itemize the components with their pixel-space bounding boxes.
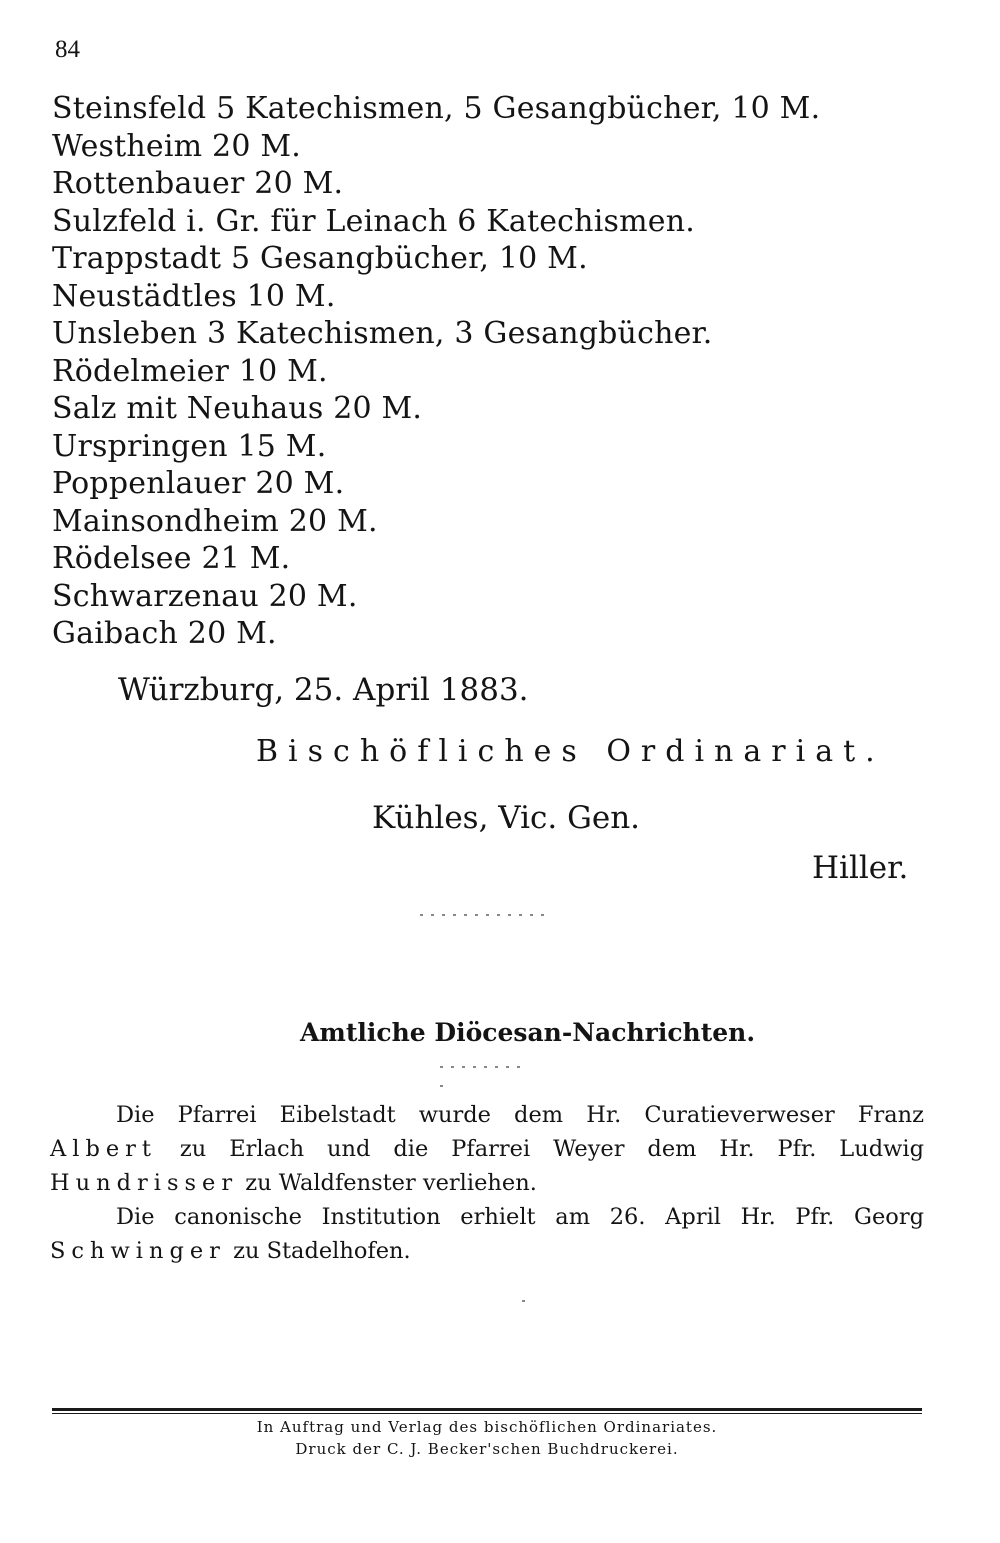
donation-entry: Schwarzenau 20 M. xyxy=(52,578,358,614)
donation-entry: Rödelmeier 10 M. xyxy=(52,353,328,389)
donation-entry: Mainsondheim 20 M. xyxy=(52,503,378,539)
donation-list xyxy=(52,90,820,653)
donation-entry: Rödelsee 21 M. xyxy=(52,541,291,576)
donation-entry: Urspringen 15 M. xyxy=(52,428,327,464)
news-text: zu Waldfenster verliehen. xyxy=(238,1170,537,1196)
news-text: Die canonische Institution erhielt am 26. April Hr. Pfr. Georg xyxy=(116,1204,924,1230)
news-paragraph xyxy=(50,1200,924,1268)
donation-entry: Neustädtles 10 M. xyxy=(52,278,336,314)
donation-entry: Rottenbauer 20 M. xyxy=(52,166,344,201)
page-number: 84 xyxy=(55,36,80,63)
signature-hiller: Hiller. xyxy=(812,850,909,886)
place-date-line: Würzburg, 25. April 1883. xyxy=(118,672,529,708)
news-text: zu Erlach und die Pfarrei Weyer dem Hr. Pfr. Ludwig xyxy=(156,1136,924,1162)
person-name: Schwinger xyxy=(50,1238,226,1264)
donation-entry: Steinsfeld 5 Katechismen, 5 Gesangbücher, 10 M. xyxy=(52,91,821,126)
issuing-office: Bischöfliches Ordinariat. xyxy=(256,734,885,769)
donation-entry: Salz mit Neuhaus 20 M. xyxy=(52,391,423,426)
signature-kuehles: Kühles, Vic. Gen. xyxy=(372,800,641,836)
news-heading: Amtliche Diöcesan-Nachrichten. xyxy=(300,1018,756,1047)
news-text: Die Pfarrei Eibelstadt wurde dem Hr. Curatieverweser Franz xyxy=(116,1102,924,1128)
donation-entry: Gaibach 20 M. xyxy=(52,616,277,651)
donation-entry: Unsleben 3 Katechismen, 3 Gesangbücher. xyxy=(52,316,713,351)
section-separator xyxy=(420,914,560,920)
imprint-printer: Druck der C. J. Becker'schen Buchdruckerei. xyxy=(295,1440,679,1458)
news-paragraph xyxy=(50,1098,924,1200)
donation-entry: Sulzfeld i. Gr. für Leinach 6 Katechismen. xyxy=(52,203,695,239)
footer-rule-thin xyxy=(52,1413,922,1414)
donation-entry: Poppenlauer 20 M. xyxy=(52,466,345,501)
imprint-publisher: In Auftrag und Verlag des bischöflichen Ordinariates. xyxy=(256,1418,718,1436)
end-mark xyxy=(522,1300,534,1306)
donation-entry: Trappstadt 5 Gesangbücher, 10 M. xyxy=(52,241,588,276)
person-name: Albert xyxy=(50,1136,157,1162)
news-text: zu Stadelhofen. xyxy=(225,1238,411,1264)
imprint xyxy=(52,1416,922,1460)
donation-entry: Westheim 20 M. xyxy=(52,128,302,164)
news-body xyxy=(50,1098,924,1268)
footer-rule xyxy=(52,1408,922,1411)
person-name: Hundrisser xyxy=(50,1170,239,1196)
heading-ornament xyxy=(440,1066,536,1072)
